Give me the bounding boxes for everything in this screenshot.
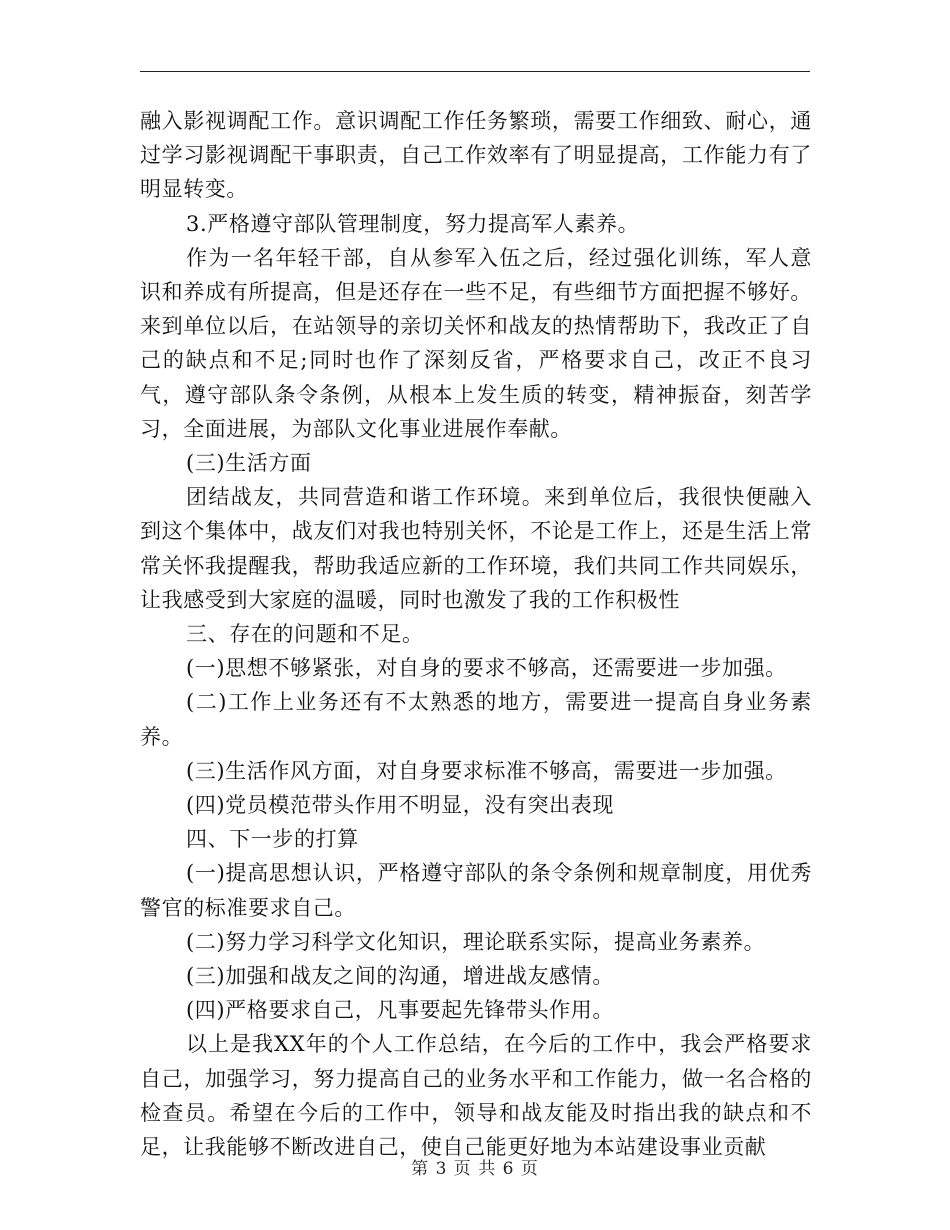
paragraph-point-3-body: 作为一名年轻干部，自从参军入伍之后，经过强化训练，军人意识和养成有所提高，但是还存在一些不足，有些细节方面把握不够好。来到单位以后，在站领导的亲切关怀和战友的热情帮助下，我改正了自己的缺点和不足;同时也作了深刻反省，严格要求自己，改正不良习气，遵守部队条令条例，从根本上发生质的转变，精神振奋，刻苦学习，全面进展，为部队文化事业进展作奉献。 bbox=[140, 245, 812, 441]
problem-item-3: (三)生活作风方面，对自身要求标准不够高，需要进一步加强。 bbox=[186, 758, 787, 783]
problem-item-2: (二)工作上业务还有不太熟悉的地方，需要进一提高自身业务素养。 bbox=[140, 690, 812, 749]
plan-item-2: (二)努力学习科学文化知识，理论联系实际，提高业务素养。 bbox=[186, 929, 766, 954]
plan-item-4: (四)严格要求自己，凡事要起先锋带头作用。 bbox=[186, 998, 614, 1023]
section-heading-life: (三)生活方面 bbox=[186, 451, 312, 476]
problem-item-1: (一)思想不够紧张，对自身的要求不够高，还需要进一步加强。 bbox=[186, 656, 787, 681]
problem-item-4: (四)党员模范带头作用不明显，没有突出表现 bbox=[186, 793, 614, 818]
header-rule bbox=[140, 71, 810, 72]
section-heading-problems: 三、存在的问题和不足。 bbox=[186, 622, 424, 647]
paragraph-life-body: 团结战友，共同营造和谐工作环境。来到单位后，我很快便融入到这个集体中，战友们对我也特别关怀，不论是工作上，还是生活上常常关怀我提醒我，帮助我适应新的工作环境，我们共同工作共同娱乐，让我感受到大家庭的温暖，同时也激发了我的工作积极性 bbox=[140, 485, 812, 612]
document-body bbox=[140, 104, 812, 1164]
plan-item-1: (一)提高思想认识，严格遵守部队的条令条例和规章制度，用优秀警官的标准要求自己。 bbox=[140, 861, 812, 920]
page-number-footer: 第 3 页 共 6 页 bbox=[411, 1159, 539, 1179]
paragraph-point-3-heading: 3.严格遵守部队管理制度，努力提高军人素养。 bbox=[186, 211, 640, 236]
section-heading-plans: 四、下一步的打算 bbox=[186, 827, 359, 852]
paragraph-continued: 融入影视调配工作。意识调配工作任务繁琐，需要工作细致、耐心，通过学习影视调配干事职责，自己工作效率有了明显提高，工作能力有了明显转变。 bbox=[140, 109, 812, 202]
paragraph-conclusion: 以上是我XX年的个人工作总结，在今后的工作中，我会严格要求自己，加强学习，努力提高自己的业务水平和工作能力，做一名合格的检查员。希望在今后的工作中，领导和战友能及时指出我的缺点和不足，让我能够不断改进自己，使自己能更好地为本站建设事业贡献 bbox=[140, 1032, 812, 1160]
plan-item-3: (三)加强和战友之间的沟通，增进战友感情。 bbox=[186, 964, 614, 989]
